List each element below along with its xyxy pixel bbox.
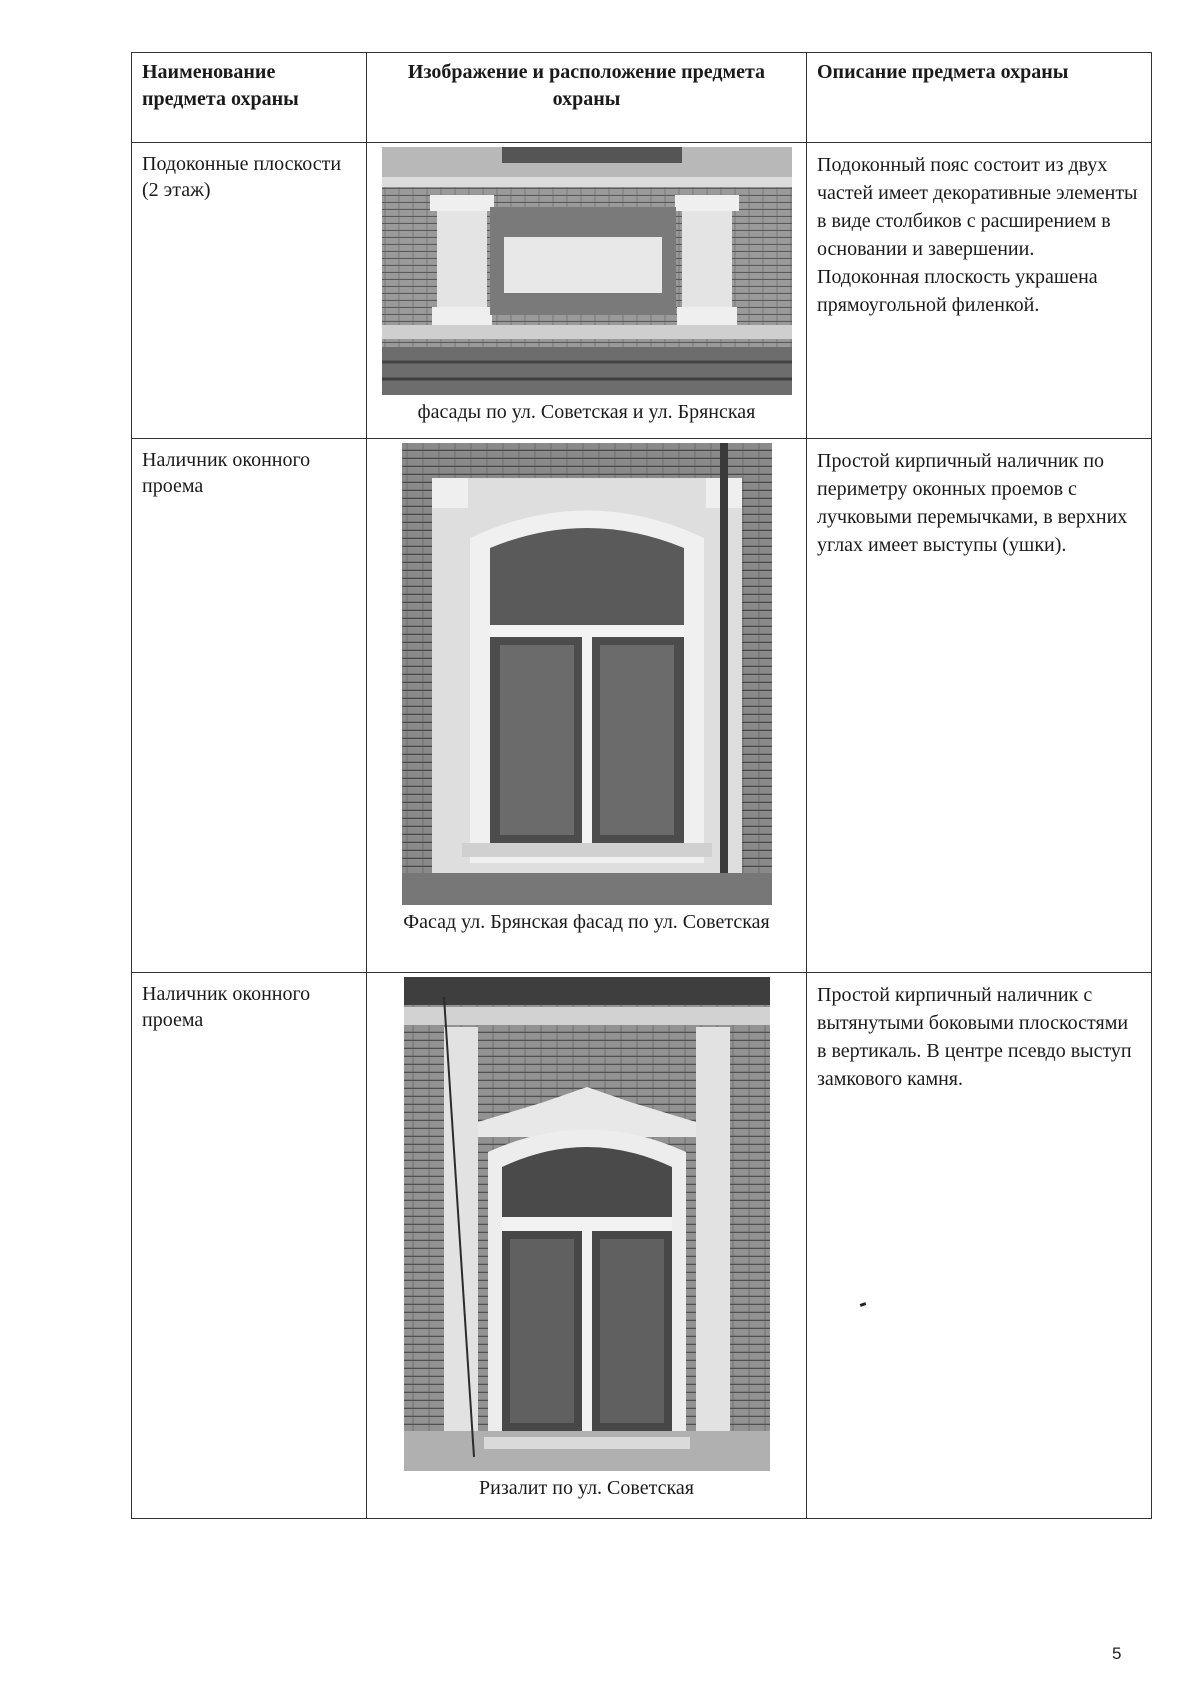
header-description: Описание предмета охраны: [807, 53, 1152, 143]
header-name: Наименование предмета охраны: [132, 53, 367, 143]
window-frame-photo: [402, 443, 772, 905]
risalit-window-photo: [404, 977, 770, 1471]
row-description: Простой кирпичный наличник с вытянутыми боковыми плоскостями в вертикаль. В центре псевдо выступ замкового камня.: [807, 973, 1152, 1519]
row-image-cell: [367, 973, 807, 1519]
row-caption: Ризалит по ул. Советская: [479, 1477, 694, 1499]
table-row: [132, 973, 1152, 1519]
page-number: 5: [1112, 1644, 1122, 1663]
table-row: [132, 439, 1152, 973]
row-caption: фасады по ул. Советская и ул. Брянская: [417, 401, 756, 423]
table-row: [132, 143, 1152, 439]
row-name: Подоконные плоскости (2 этаж): [132, 143, 367, 439]
row-name: Наличник оконного проема: [132, 439, 367, 973]
row-name: Наличник оконного проема: [132, 973, 367, 1519]
table-header-row: [132, 53, 1152, 143]
row-description: Простой кирпичный наличник по периметру оконных проемов с лучковыми перемычками, в верхних углах имеет выступы (ушки).: [807, 439, 1152, 973]
header-image: Изображение и расположение предмета охраны: [367, 53, 807, 143]
row-description: Подоконный пояс состоит из двух частей имеет декоративные элементы в виде столбиков с расширением в основании и завершении. Подоконная плоскость украшена прямоугольной филенкой.: [807, 143, 1152, 439]
row-image-cell: [367, 143, 807, 439]
row-image-cell: [367, 439, 807, 973]
protection-items-table: [131, 52, 1152, 1519]
windowsill-panel-photo: [382, 147, 792, 395]
row-caption: Фасад ул. Брянская фасад по ул. Советская: [403, 911, 770, 933]
